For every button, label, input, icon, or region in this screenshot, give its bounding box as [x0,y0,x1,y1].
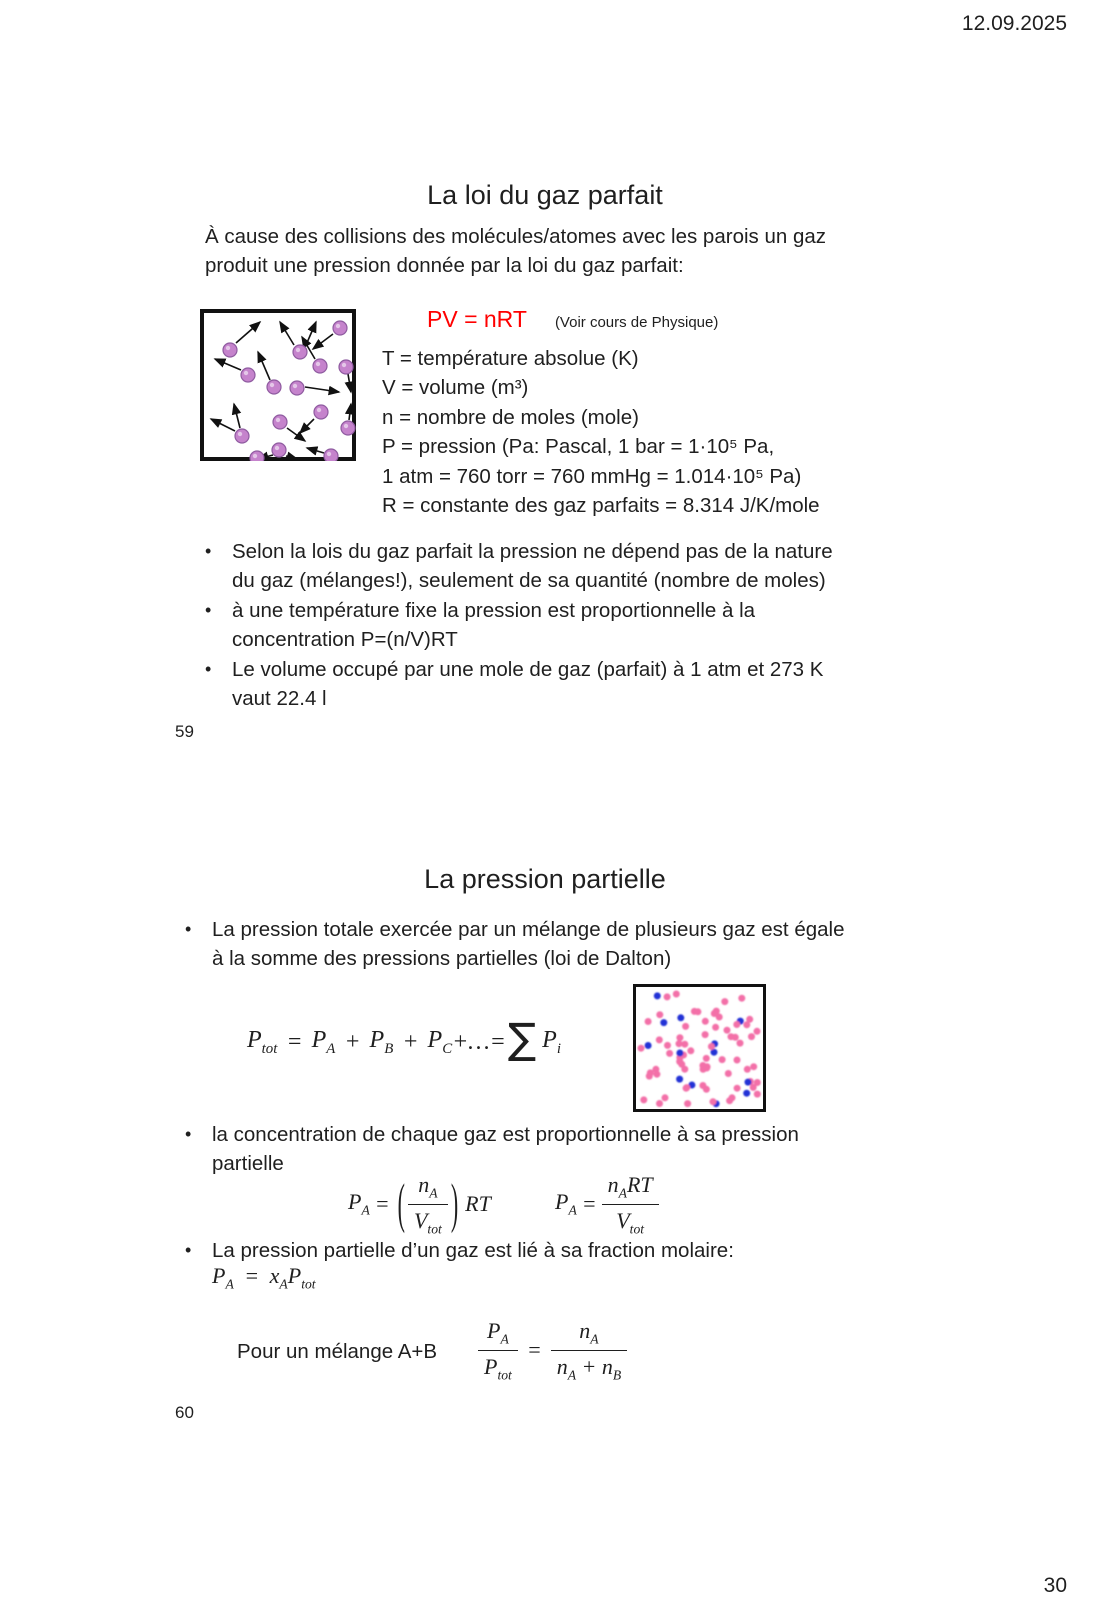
slide2-bullet-1 [185,915,845,974]
equation-note: (Voir cours de Physique) [554,314,719,331]
slide1-bullet-list [205,537,833,713]
bullet-line: Le volume occupé par une mole de gaz (parfait) à 1 atm et 273 K [232,657,824,681]
ideal-gas-equation: PV = nRT [427,306,527,332]
slide2-number: 60 [175,1403,194,1422]
definition-line: R = constante des gaz parfaits = 8.314 J/K/mole [382,494,820,518]
bullet-item [205,596,833,655]
gas-molecules-svg [200,309,356,461]
bullet-marker: • [205,541,212,561]
gas-mixture-dots-svg [633,984,766,1112]
bullet-line: concentration P=(n/V)RT [232,628,458,652]
header-date: 12.09.2025 [961,12,1067,35]
bullet-line: La pression totale exercée par un mélange de plusieurs gaz est égale [212,918,845,941]
bullet-marker: • [185,1240,192,1260]
definition-line: P = pression (Pa: Pascal, 1 bar = 1·10⁵ Pa, [382,435,775,459]
bullet-line: à une température fixe la pression est proportionnelle à la [232,598,756,622]
bullet-item [185,915,845,974]
definition-line: V = volume (m³) [382,376,529,400]
bullet-item [185,1120,799,1179]
bullet-marker: • [185,919,192,939]
slide2-bullet-2 [185,1120,799,1179]
definition-line: 1 atm = 760 torr = 760 mmHg = 1.014·10⁵ Pa) [382,464,802,488]
bullet-line: la concentration de chaque gaz est proportionnelle à sa pression [212,1123,799,1146]
bullet-item [205,537,833,596]
partial-pressure-fraction-formula: $P_A$ = $\frac{n_ART}{V_{tot}}$ [555,1172,659,1236]
bullet-marker: • [205,599,212,620]
slide2-title: La pression partielle [424,864,666,894]
gas-mixture-dots-image [633,984,766,1112]
slide2-bullet-3 [185,1236,734,1265]
bullet-line: La pression partielle d’un gaz est lié à sa fraction molaire: [212,1239,734,1262]
sum-symbol: ∑ [507,1014,537,1063]
mole-fraction-formula: $P_A = x_AP_{tot}$ [212,1263,316,1292]
partial-pressure-concentration-formula: $P_A$ = ( $\frac{n_A}{V_{tot}}$ ) RT [348,1171,491,1236]
bullet-line: partielle [212,1152,284,1176]
definition-line: n = nombre de moles (mole) [382,405,639,429]
bullet-line: du gaz (mélanges!), seulement de sa quantité (nombre de moles) [232,569,826,593]
bullet-line: à la somme des pressions partielles (loi de Dalton) [212,947,672,971]
dalton-law-formula: $P_{tot}$ = $P_A$ + $P_B$ + $P_C$ +…= ∑ $P_i$ [247,1014,561,1063]
ideal-gas-equation-row [427,306,718,333]
bullet-item [185,1236,734,1265]
intro-line: À cause des collisions des molécules/atomes avec les parois un gaz [205,225,827,248]
variable-definitions [382,344,820,520]
gas-molecules-image [200,309,356,461]
page-number: 30 [1043,1574,1067,1597]
intro-line: produit une pression donnée par la loi du gaz parfait: [205,254,684,278]
mixture-label: Pour un mélange A+B [237,1340,438,1363]
slide1-number: 59 [175,722,194,741]
slide1-intro [205,222,826,281]
bullet-item [205,655,833,714]
bullet-line: vaut 22.4 l [232,687,327,711]
bullet-line: Selon la lois du gaz parfait la pression ne dépend pas de la nature [232,540,833,563]
bullet-marker: • [205,658,212,679]
slide1-title: La loi du gaz parfait [427,180,663,210]
bullet-marker: • [185,1124,192,1144]
pressure-ratio-formula: $\frac{P_A}{P_{tot}}$ = $\frac{n_A}{n_A + n_B}$ [478,1316,627,1384]
definition-line: T = température absolue (K) [382,347,639,370]
